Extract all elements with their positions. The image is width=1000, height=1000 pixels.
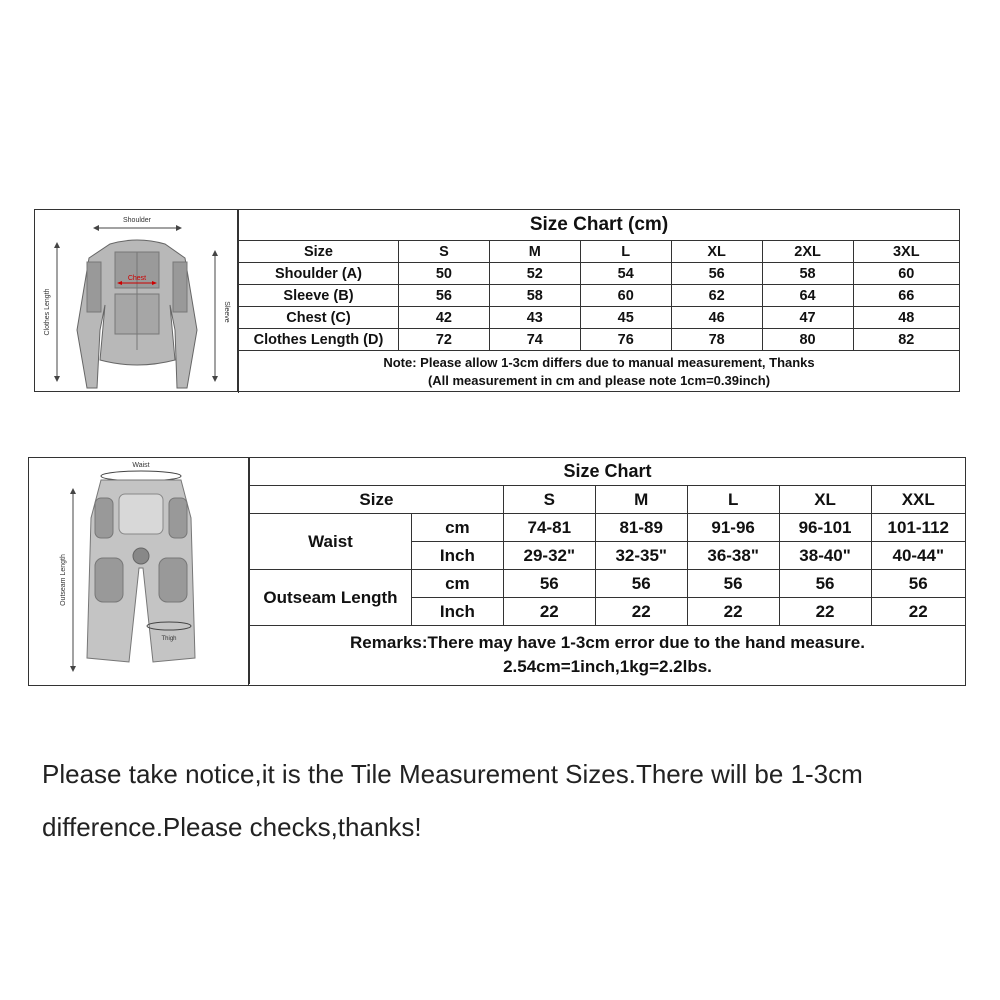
row-label: Clothes Length (D) bbox=[239, 329, 399, 351]
table-row bbox=[239, 307, 960, 329]
jacket-chart-title: Size Chart (cm) bbox=[239, 210, 960, 241]
header-cell: 2XL bbox=[762, 241, 853, 263]
pants-size-table bbox=[249, 458, 965, 684]
row-label: Chest (C) bbox=[239, 307, 399, 329]
table-cell: 96-101 bbox=[779, 514, 871, 542]
header-cell: M bbox=[489, 241, 580, 263]
table-row bbox=[239, 329, 960, 351]
table-cell: 22 bbox=[503, 598, 595, 626]
table-cell: 36-38" bbox=[687, 542, 779, 570]
header-cell: XL bbox=[779, 486, 871, 514]
table-cell: 58 bbox=[489, 285, 580, 307]
header-cell: S bbox=[503, 486, 595, 514]
table-row bbox=[239, 263, 960, 285]
header-cell: Size bbox=[250, 486, 504, 514]
table-row bbox=[239, 285, 960, 307]
table-cell: 62 bbox=[671, 285, 762, 307]
sleeve-label: Sleeve bbox=[223, 301, 230, 323]
table-cell: 54 bbox=[580, 263, 671, 285]
jacket-note-line1: Note: Please allow 1-3cm differs due to manual measurement, Thanks bbox=[383, 355, 815, 370]
table-cell: 22 bbox=[779, 598, 871, 626]
header-cell: L bbox=[580, 241, 671, 263]
table-cell: 80 bbox=[762, 329, 853, 351]
table-row bbox=[250, 570, 966, 598]
header-cell: L bbox=[687, 486, 779, 514]
shoulder-label: Shoulder bbox=[122, 217, 152, 224]
table-cell: 60 bbox=[853, 263, 959, 285]
outseam-length-label: Outseam Length bbox=[60, 554, 67, 606]
clothes-length-label: Clothes Length bbox=[44, 288, 51, 336]
table-cell: 56 bbox=[671, 263, 762, 285]
jacket-measurement-diagram bbox=[35, 210, 238, 391]
table-cell: 60 bbox=[580, 285, 671, 307]
header-cell: Size bbox=[239, 241, 399, 263]
table-cell: 56 bbox=[595, 570, 687, 598]
pants-remarks bbox=[250, 626, 966, 685]
unit-label: cm bbox=[411, 514, 503, 542]
table-cell: 42 bbox=[398, 307, 489, 329]
table-cell: 58 bbox=[762, 263, 853, 285]
table-cell: 46 bbox=[671, 307, 762, 329]
table-cell: 22 bbox=[595, 598, 687, 626]
jacket-header-row bbox=[239, 241, 960, 263]
row-label: Outseam Length bbox=[250, 570, 412, 626]
table-cell: 74 bbox=[489, 329, 580, 351]
header-cell: XXL bbox=[871, 486, 965, 514]
table-cell: 40-44" bbox=[871, 542, 965, 570]
table-cell: 72 bbox=[398, 329, 489, 351]
pants-chart-title: Size Chart bbox=[250, 458, 966, 486]
unit-label: Inch bbox=[411, 598, 503, 626]
row-label: Waist bbox=[250, 514, 412, 570]
table-cell: 56 bbox=[779, 570, 871, 598]
table-cell: 52 bbox=[489, 263, 580, 285]
table-cell: 45 bbox=[580, 307, 671, 329]
table-cell: 56 bbox=[871, 570, 965, 598]
thigh-label: Thigh bbox=[161, 636, 177, 642]
table-cell: 47 bbox=[762, 307, 853, 329]
table-cell: 56 bbox=[503, 570, 595, 598]
table-cell: 66 bbox=[853, 285, 959, 307]
table-cell: 91-96 bbox=[687, 514, 779, 542]
chest-label: Chest bbox=[127, 275, 147, 282]
unit-label: Inch bbox=[411, 542, 503, 570]
header-cell: XL bbox=[671, 241, 762, 263]
notice-line2: difference.Please checks,thanks! bbox=[42, 812, 422, 842]
notice-line1: Please take notice,it is the Tile Measurement Sizes.There will be 1-3cm bbox=[42, 759, 863, 789]
jacket-note bbox=[239, 351, 960, 394]
table-cell: 50 bbox=[398, 263, 489, 285]
pants-size-chart bbox=[28, 457, 966, 686]
pants-remarks-line2: 2.54cm=1inch,1kg=2.2lbs. bbox=[503, 657, 712, 676]
jacket-size-table bbox=[238, 210, 959, 393]
table-cell: 78 bbox=[671, 329, 762, 351]
table-cell: 82 bbox=[853, 329, 959, 351]
pants-remarks-line1: Remarks:There may have 1-3cm error due to the hand measure. bbox=[350, 633, 865, 652]
table-cell: 74-81 bbox=[503, 514, 595, 542]
pants-illustration bbox=[29, 458, 248, 685]
table-cell: 32-35" bbox=[595, 542, 687, 570]
jacket-size-chart bbox=[34, 209, 960, 392]
table-cell: 43 bbox=[489, 307, 580, 329]
row-label: Shoulder (A) bbox=[239, 263, 399, 285]
table-cell: 38-40" bbox=[779, 542, 871, 570]
jacket-illustration bbox=[35, 210, 237, 391]
row-label: Sleeve (B) bbox=[239, 285, 399, 307]
header-cell: 3XL bbox=[853, 241, 959, 263]
waist-label: Waist bbox=[132, 462, 150, 469]
jacket-note-line2: (All measurement in cm and please note 1cm=0.39inch) bbox=[427, 373, 771, 388]
table-cell: 48 bbox=[853, 307, 959, 329]
table-cell: 101-112 bbox=[871, 514, 965, 542]
header-cell: S bbox=[398, 241, 489, 263]
table-cell: 76 bbox=[580, 329, 671, 351]
pants-measurement-diagram bbox=[29, 458, 249, 685]
table-cell: 56 bbox=[687, 570, 779, 598]
table-cell: 56 bbox=[398, 285, 489, 307]
unit-label: cm bbox=[411, 570, 503, 598]
measurement-notice bbox=[42, 748, 992, 854]
table-row bbox=[250, 514, 966, 542]
pants-header-row bbox=[250, 486, 966, 514]
table-cell: 22 bbox=[871, 598, 965, 626]
table-cell: 81-89 bbox=[595, 514, 687, 542]
table-cell: 22 bbox=[687, 598, 779, 626]
table-cell: 64 bbox=[762, 285, 853, 307]
table-cell: 29-32" bbox=[503, 542, 595, 570]
header-cell: M bbox=[595, 486, 687, 514]
